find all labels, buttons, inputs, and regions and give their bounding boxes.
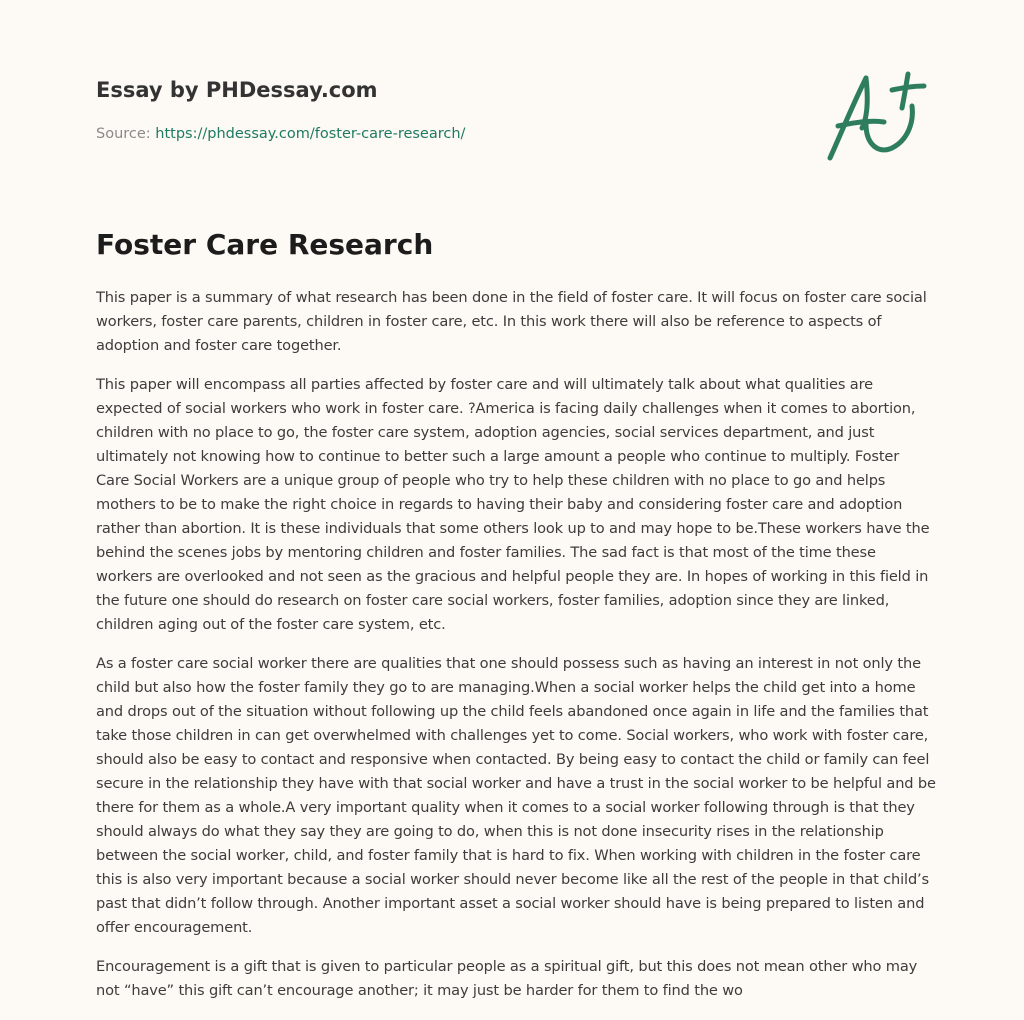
page-title: Foster Care Research: [96, 228, 434, 261]
source-link[interactable]: https://phdessay.com/foster-care-research/: [155, 126, 466, 142]
paragraph: As a foster care social worker there are qualities that one should possess such as having an interest in not only the child but also how the foster family they go to are managing.When a social worker helps the child get into a home and drops out of the situation without following up the child feels abandoned once again in life and the families that take those children in can get overwhelmed with challenges yet to come. Social workers, who work with foster care, should also be easy to contact and responsive when contacted. By being easy to contact the child or family can feel secure in the relationship they have with that social worker and have a trust in the social worker to be helpful and be there for them as a whole.A very important quality when it comes to a social worker following through is that they should always do what they say they are going to do, when this is not done insecurity rises in the relationship between the social worker, child, and foster family that is hard to fix. When working with children in the foster care this is also very important because a social worker should never become like all the rest of the people in that child’s past that didn’t follow through. Another important asset a social worker should have is being prepared to listen and offer encouragement.: [96, 655, 936, 936]
essay-content: [96, 226, 936, 1018]
paragraph: This paper is a summary of what research has been done in the field of foster care. It will focus on foster care social workers, foster care parents, children in foster care, etc. In this work there will also be reference to aspects of adoption and foster care together.: [96, 289, 927, 354]
source-line: [96, 124, 936, 144]
paragraph: This paper will encompass all parties affected by foster care and will ultimately talk about what qualities are expected of social workers who work in foster care. ?America is facing daily challenges when it comes to abortion, children with no place to go, the foster care system, adoption agencies, social services department, and just ultimately not knowing how to continue to better such a large amount a people who continue to multiply. Foster Care Social Workers are a unique group of people who try to help these children with no place to go and helps mothers to be to make the right choice in regards to having their baby and considering foster care and adoption rather than abortion. It is these individuals that some others look up to and may hope to be.These workers have the behind the scenes jobs by mentoring children and foster families. The sad fact is that most of the time these workers are overlooked and not seen as the gracious and helpful people they are. In hopes of working in this field in the future one should do research on foster care social workers, foster families, adoption since they are linked, children aging out of the foster care system, etc.: [96, 376, 930, 633]
essay-header: [96, 76, 936, 144]
source-label: Source:: [96, 126, 156, 142]
brand-title: Essay by PHDessay.com: [96, 78, 378, 102]
a-plus-grade-icon: [822, 66, 932, 166]
paragraph: Encouragement is a gift that is given to particular people as a spiritual gift, but this does not mean other who may not “have” this gift can’t encourage another; it may just be harder for them to find the wo: [96, 958, 918, 999]
